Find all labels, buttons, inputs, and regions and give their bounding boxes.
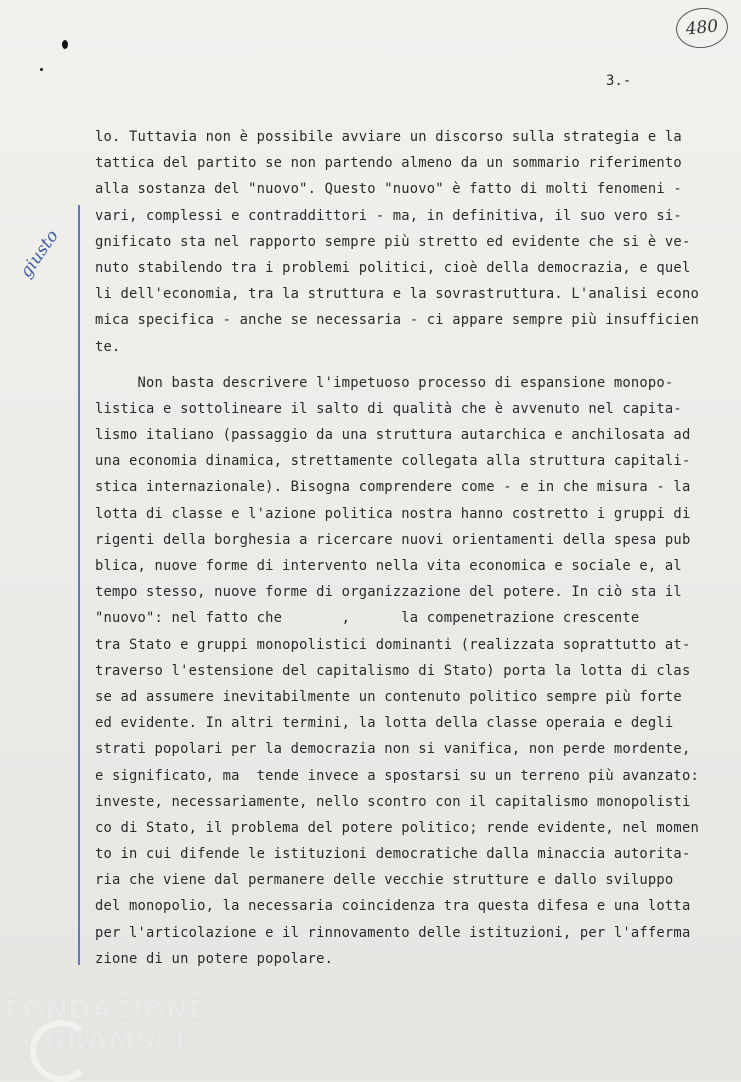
page-number: 3.- bbox=[606, 73, 632, 89]
text-line: lo. Tuttavia non è possibile avviare un discorso sulla strategia e la bbox=[95, 129, 682, 145]
text-line: tra Stato e gruppi monopolistici dominanti (realizzata soprattutto at- bbox=[95, 636, 691, 653]
handwritten-margin-note: giusto bbox=[16, 226, 63, 282]
text-line: rigenti della borghesia a ricercare nuovi orientamenti della spesa pub bbox=[95, 531, 691, 548]
text-line: ed evidente. In altri termini, la lotta della classe operaia e degli bbox=[95, 715, 674, 732]
text-line: "nuovo": nel fatto che , la compenetrazione crescente bbox=[95, 610, 640, 627]
watermark-line-2: GRAMSCI bbox=[44, 1026, 186, 1056]
text-line: e significato, ma tende invece a spostarsi su un terreno più avanzato: bbox=[95, 767, 699, 784]
ink-speck bbox=[40, 68, 43, 71]
text-line: gnificato sta nel rapporto sempre più stretto ed evidente che si è ve- bbox=[95, 233, 691, 250]
text-line: lotta di classe e l'azione politica nostra hanno costretto i gruppi di bbox=[95, 505, 691, 522]
text-line: zione di un potere popolare. bbox=[95, 950, 334, 967]
text-line: listica e sottolineare il salto di qualità che è avvenuto nel capita- bbox=[95, 400, 682, 417]
text-line: alla sostanza del "nuovo". Questo "nuovo" è fatto di molti fenomeni - bbox=[95, 181, 682, 198]
paragraph-1 bbox=[95, 124, 715, 360]
watermark-line-1: FONDAZIONE bbox=[4, 996, 208, 1026]
text-line: del monopolio, la necessaria coincidenza tra questa difesa e una lotta bbox=[95, 898, 691, 915]
watermark bbox=[4, 996, 207, 1056]
text-line: blica, nuove forme di intervento nella vita economica e sociale e, al bbox=[95, 558, 682, 574]
text-line: vari, complessi e contraddittori - ma, in definitiva, il suo vero si- bbox=[95, 207, 682, 224]
text-line: te. bbox=[95, 338, 121, 355]
typewritten-text bbox=[95, 124, 715, 972]
text-line: tempo stesso, nuove forme di organizzazione del potere. In ciò sta il bbox=[95, 584, 682, 601]
text-line: per l'articolazione e il rinnovamento delle istituzioni, per l'afferma bbox=[95, 924, 691, 941]
text-line: stica internazionale). Bisogna comprendere come - e in che misura - la bbox=[95, 479, 691, 496]
text-line: tattica del partito se non partendo almeno da un sommario riferimento bbox=[95, 155, 682, 172]
text-line: ria che viene dal permanere delle vecchie strutture e dallo sviluppo bbox=[95, 872, 674, 889]
text-line: strati popolari per la democrazia non si vanifica, non perde mordente, bbox=[95, 741, 691, 758]
text-line: una economia dinamica, strettamente collegata alla struttura capitali- bbox=[95, 453, 691, 470]
archive-number-stamp: 480 bbox=[674, 5, 730, 50]
text-line: mica specifica - anche se necessaria - ci appare sempre più insufficien bbox=[95, 312, 699, 329]
text-line: lismo italiano (passaggio da una struttura autarchica e anchilosata ad bbox=[95, 427, 691, 444]
text-line: li dell'economia, tra la struttura e la sovrastruttura. L'analisi econo bbox=[95, 286, 699, 303]
paragraph-2 bbox=[95, 370, 715, 972]
text-line: se ad assumere inevitabilmente un contenuto politico sempre più forte bbox=[95, 688, 682, 705]
text-line: nuto stabilendo tra i problemi politici, cioè della democrazia, e quel bbox=[95, 259, 691, 276]
ink-speck bbox=[62, 40, 68, 49]
text-line: to in cui difende le istituzioni democratiche dalla minaccia autorita- bbox=[95, 846, 691, 863]
text-line: traverso l'estensione del capitalismo di Stato) porta la lotta di clas bbox=[95, 662, 691, 679]
text-line: co di Stato, il problema del potere politico; rende evidente, nel momen bbox=[95, 819, 699, 836]
text-line: investe, necessariamente, nello scontro con il capitalismo monopolisti bbox=[95, 793, 691, 810]
margin-vertical-line bbox=[78, 205, 80, 965]
text-line: Non basta descrivere l'impetuoso processo di espansione monopo- bbox=[95, 374, 674, 391]
